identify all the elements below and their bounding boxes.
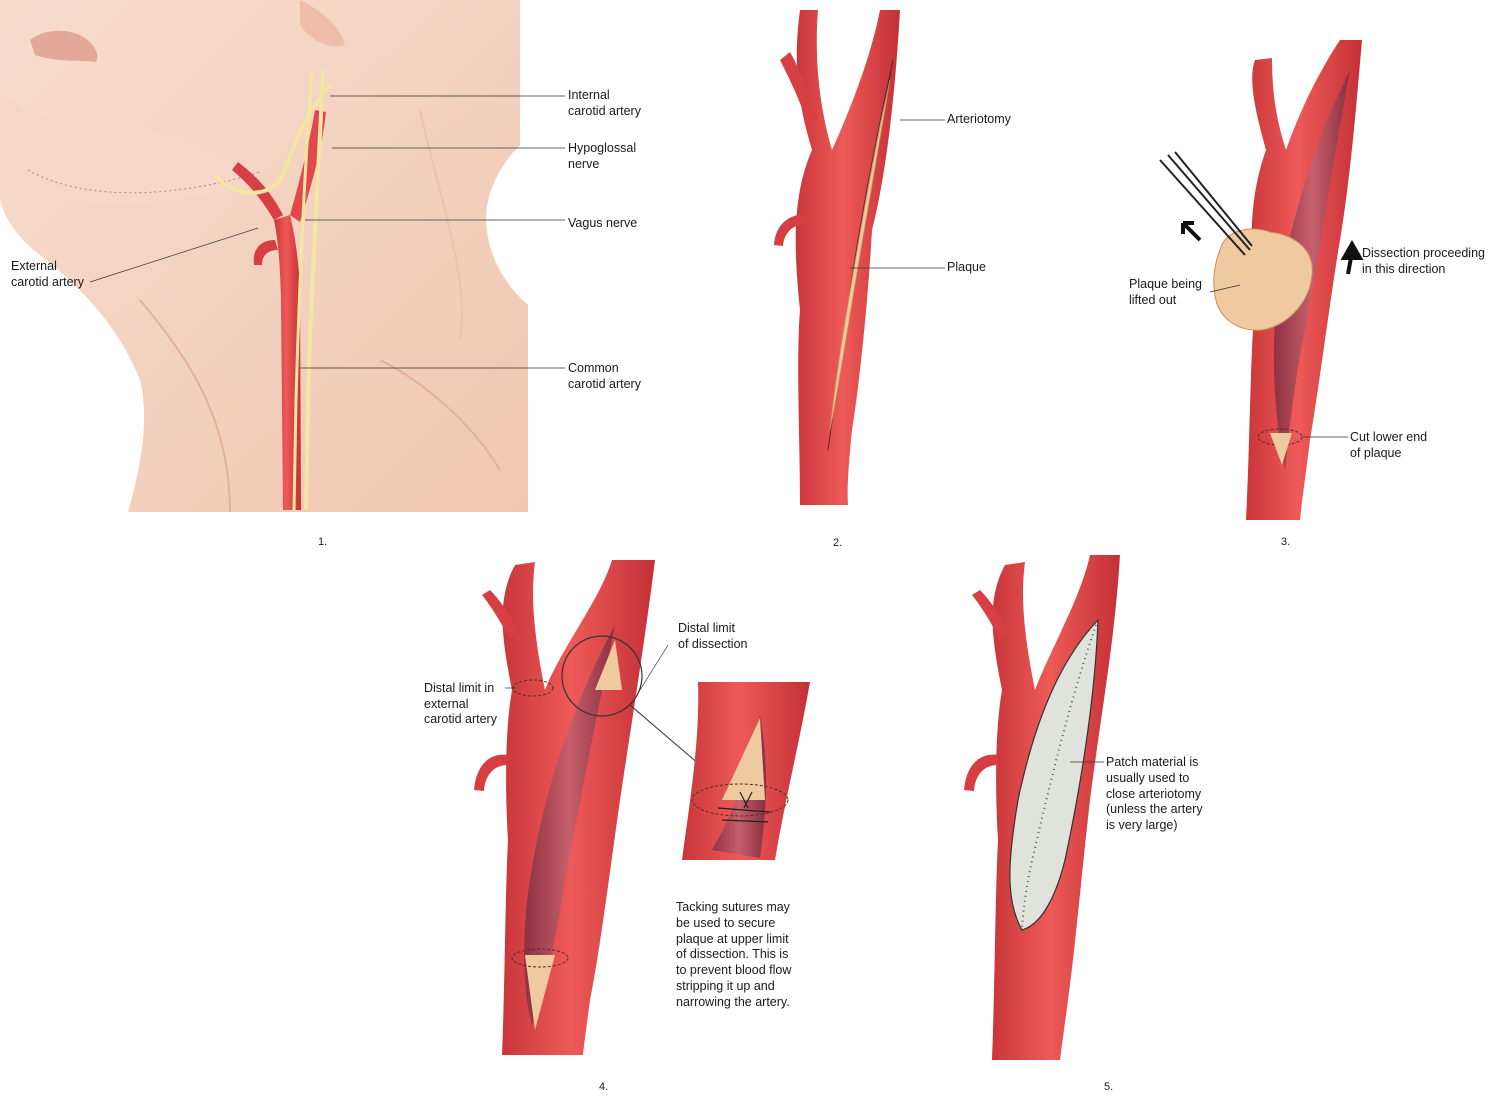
tacking-sutures-note: Tacking sutures may be used to secure plaque at upper limit of dissection. This is to prevent blood flow stripping it up and narrowing the artery. [676,900,792,1009]
panel-5-side-branch [964,755,998,791]
label-distal-limit-dissection: Distal limit of dissection [678,621,748,651]
label-plaque: Plaque [947,260,986,274]
label-vagus-nerve: Vagus nerve [568,216,638,230]
label-hypoglossal-nerve: Hypoglossal nerve [568,141,637,171]
label-plaque-lifted: Plaque being lifted out [1129,277,1202,307]
patch-material-note: Patch material is usually used to close arteriotomy (unless the artery is very large) [1106,755,1203,833]
panel-1-neck [0,0,565,512]
panel-4-side-branch [474,755,508,791]
up-left-arrow-icon [1183,223,1200,240]
panel-3-number: 3. [1281,536,1291,548]
label-external-carotid: External carotid artery [11,259,84,289]
label-dissection-direction: Dissection proceeding in this direction [1362,246,1485,276]
panel-4-number: 4. [599,1081,609,1093]
panel-1-number: 1. [318,536,328,548]
panel-5-number: 5. [1104,1081,1114,1093]
label-arteriotomy: Arteriotomy [947,112,1011,126]
panel-5-patch [964,555,1120,1060]
label-internal-carotid: Internal carotid artery [568,88,641,118]
label-distal-limit-external: Distal limit in external carotid artery [424,681,497,726]
label-common-carotid: Common carotid artery [568,361,641,391]
up-arrow-icon [1344,244,1360,274]
label-cut-lower-end: Cut lower end of plaque [1350,430,1428,460]
panel-2-number: 2. [833,537,843,549]
panel-2-arteriotomy [774,10,945,505]
panel-2-artery [796,10,900,505]
